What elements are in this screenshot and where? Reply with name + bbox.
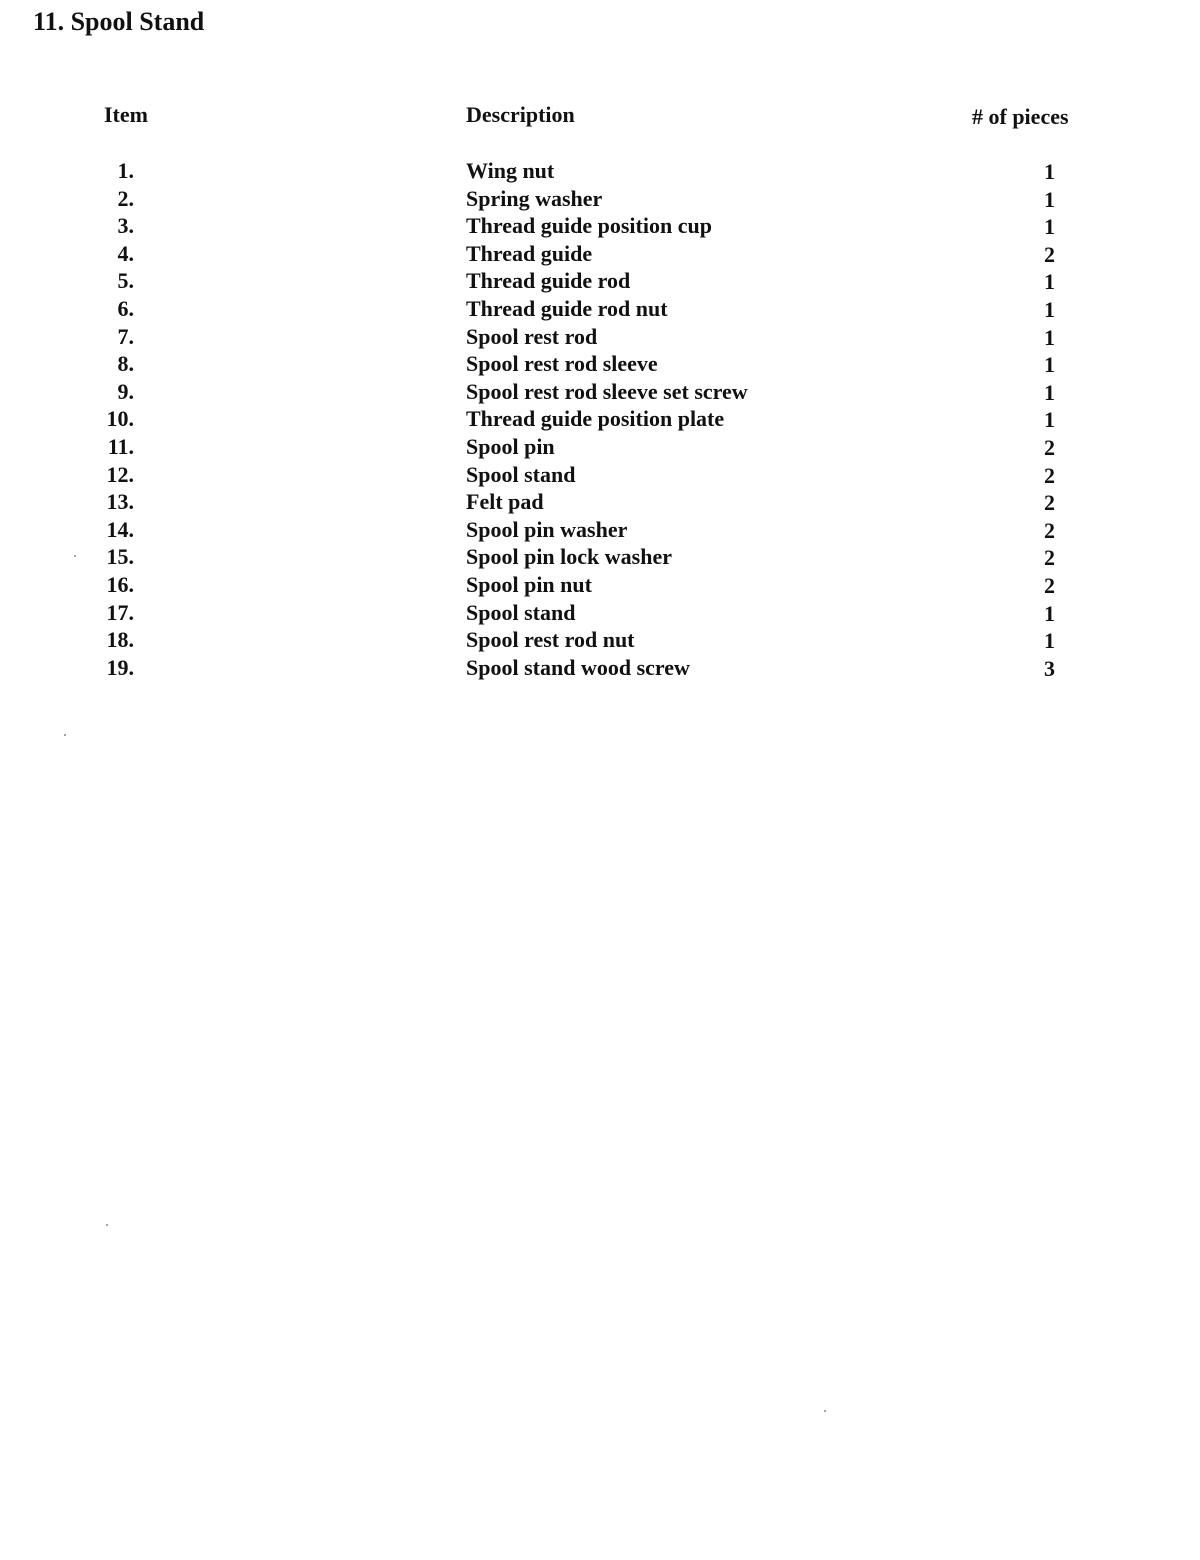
table-row: [0, 433, 1200, 461]
item-pieces: 1: [1044, 324, 1055, 350]
item-description: Thread guide rod: [466, 268, 631, 294]
item-pieces: 2: [1044, 462, 1055, 488]
item-number: 14.: [106, 516, 134, 542]
table-row: [0, 654, 1200, 682]
item-description: Spool pin washer: [466, 516, 628, 542]
item-pieces: 2: [1044, 241, 1055, 267]
item-description: Spool stand wood screw: [466, 654, 690, 680]
item-number: 11.: [107, 433, 134, 459]
item-pieces: 2: [1044, 434, 1055, 460]
item-pieces: 1: [1044, 407, 1055, 433]
item-number: 6.: [117, 295, 134, 321]
item-pieces: 1: [1044, 379, 1055, 405]
table-row: [0, 185, 1200, 213]
table-row: [0, 488, 1200, 516]
scan-speck: [64, 734, 66, 736]
item-description: Thread guide: [466, 240, 593, 266]
page-title: 11. Spool Stand: [33, 7, 205, 36]
item-number: 4.: [117, 240, 134, 266]
item-description: Spring washer: [466, 185, 603, 211]
table-row: [0, 350, 1200, 378]
item-number: 19.: [106, 654, 134, 680]
scan-speck: [74, 555, 76, 557]
item-number: 10.: [106, 406, 134, 432]
table-row: [0, 626, 1200, 654]
item-number: 1.: [117, 158, 134, 183]
item-number: 2.: [117, 185, 134, 211]
item-description: Spool rest rod: [466, 323, 598, 349]
table-row: [0, 571, 1200, 599]
parts-list: [0, 157, 1200, 681]
item-pieces: 1: [1044, 214, 1055, 240]
table-row: [0, 405, 1200, 433]
table-row: [0, 240, 1200, 268]
item-pieces: 1: [1044, 628, 1055, 654]
column-header-description: Description: [466, 102, 575, 127]
item-description: Spool stand: [466, 461, 576, 487]
column-header-item: Item: [104, 102, 148, 127]
item-number: 17.: [106, 599, 134, 625]
item-description: Thread guide position cup: [466, 213, 712, 239]
table-row: [0, 267, 1200, 295]
item-pieces: 1: [1044, 600, 1055, 626]
item-number: 16.: [106, 571, 134, 597]
item-number: 18.: [106, 627, 134, 653]
item-pieces: 2: [1044, 517, 1055, 543]
item-number: 8.: [117, 351, 134, 377]
item-number: 7.: [117, 323, 134, 349]
table-row: [0, 212, 1200, 240]
item-description: Spool stand: [466, 599, 576, 625]
item-number: 3.: [117, 213, 134, 239]
item-description: Thread guide rod nut: [466, 295, 668, 321]
item-description: Thread guide position plate: [466, 406, 725, 432]
item-description: Felt pad: [466, 489, 544, 515]
item-number: 13.: [106, 489, 134, 515]
item-pieces: 3: [1044, 655, 1055, 681]
item-number: 15.: [106, 544, 134, 570]
item-number: 5.: [117, 268, 134, 294]
item-pieces: 1: [1044, 159, 1055, 184]
scan-speck: [106, 1224, 108, 1226]
column-header-pieces: # of pieces: [972, 104, 1069, 129]
item-description: Wing nut: [466, 158, 555, 183]
scan-speck: [824, 1410, 826, 1412]
item-description: Spool pin lock washer: [466, 544, 672, 570]
item-description: Spool pin: [466, 433, 555, 459]
table-row: [0, 461, 1200, 489]
table-row: [0, 378, 1200, 406]
table-row: [0, 599, 1200, 627]
table-row: [0, 543, 1200, 571]
item-description: Spool rest rod sleeve: [466, 351, 658, 377]
item-pieces: 2: [1044, 490, 1055, 516]
table-row: [0, 516, 1200, 544]
item-description: Spool rest rod sleeve set screw: [466, 378, 748, 404]
table-row: [0, 295, 1200, 323]
item-pieces: 1: [1044, 186, 1055, 212]
item-description: Spool rest rod nut: [466, 627, 635, 653]
item-pieces: 1: [1044, 269, 1055, 295]
item-pieces: 2: [1044, 572, 1055, 598]
table-row: [0, 157, 1200, 185]
item-pieces: 1: [1044, 296, 1055, 322]
item-pieces: 1: [1044, 352, 1055, 378]
item-number: 12.: [106, 461, 134, 487]
item-number: 9.: [117, 378, 134, 404]
item-pieces: 2: [1044, 545, 1055, 571]
item-description: Spool pin nut: [466, 571, 592, 597]
table-row: [0, 323, 1200, 351]
